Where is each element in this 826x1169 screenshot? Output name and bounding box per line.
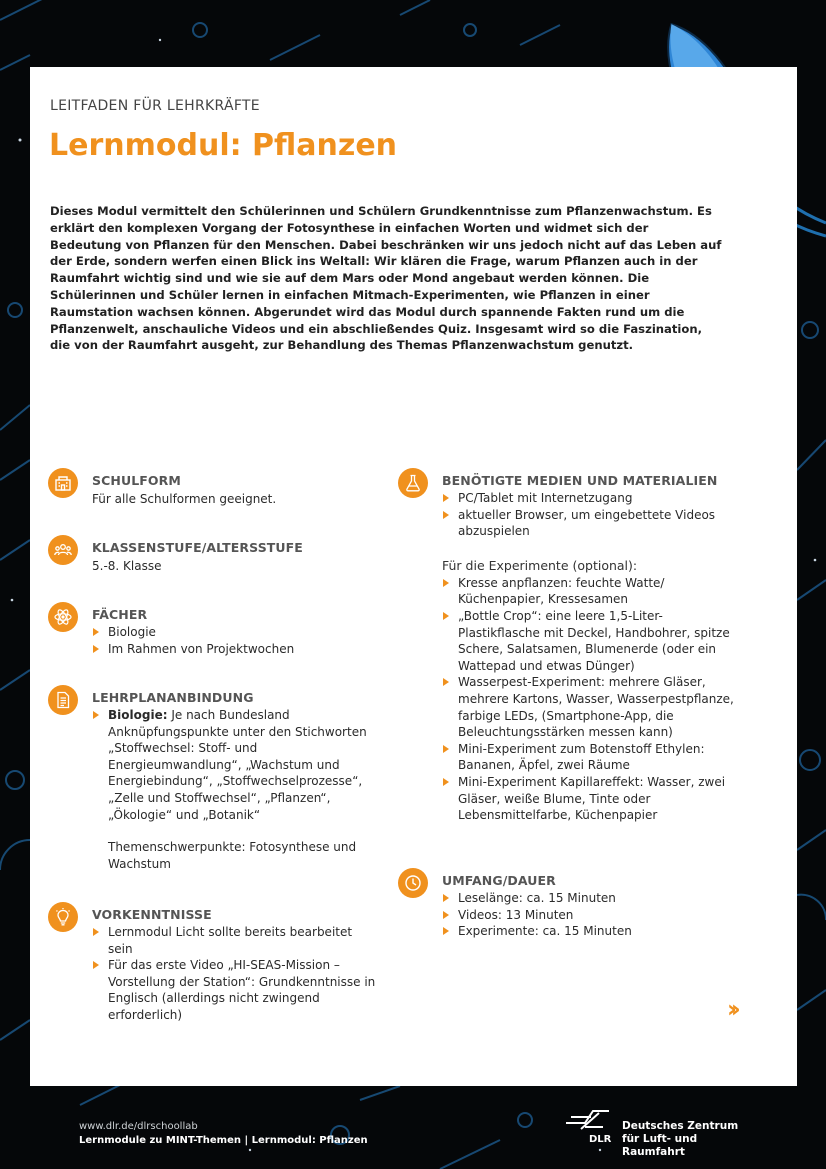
footer-url[interactable]: www.dlr.de/dlrschoollab (79, 1121, 198, 1132)
intro-text: Dieses Modul vermittelt den Schülerinnen und Schülern Grundkenntnisse zum Pflanzenwachstum. Es erklärt den komplexen Vorgang der Fotosynthese in einfachen Worten und widmet sich der Bedeutung von Pflanzen für den Menschen. Dabei beschränken wir uns jedoch nicht auf das Leben auf der Erde, sondern werfen einen Blick ins Weltall: Wir klären die Frage, warum Pflanzen auch in der Raumfahrt wichtig sind und wie sie auf dem Mars oder Mond angebaut werden können. Die Schülerinnen und Schüler lernen in einfachen Mitmach-Experimenten, wie Pflanzen in einer Raumstation wachsen können. Abgerundet wird das Modul durch spannende Fakten rund um die Pflanzenwelt, anschauliche Videos und ein abschließendes Quiz. Insgesamt wird so die Faszination, die von der Raumfahrt ausgeht, zur Behandlung des Themas Pflanzenwachstum genutzt. (50, 204, 722, 353)
vorkenntnisse-list (92, 924, 378, 1024)
dlr-abbr: DLR (589, 1134, 612, 1145)
document-icon (48, 685, 78, 715)
double-chevron-right-icon[interactable]: ›› (727, 995, 735, 1023)
page-title: Lernmodul: Pflanzen (49, 128, 398, 163)
dlr-org-name (622, 1120, 763, 1159)
eyebrow: LEITFADEN FÜR LEHRKRÄFTE (50, 98, 260, 114)
lightbulb-icon (48, 902, 78, 932)
lehrplan-text: Je nach Bundesland Anknüpfungspunkte unter den Stichworten „Stoffwechsel: Stoff- und Energieumwandlung“, „Wachstum und Energiebindung“, „Stoffwechselprozesse“, „Zelle und Stoffwechsel“, „Pflanzen“, „Ökologie“ und „Botanik“ (108, 708, 367, 822)
flask-icon (398, 468, 428, 498)
klassenstufe-text: 5.-8. Klasse (92, 559, 162, 573)
list-item: Lernmodul Licht sollte bereits bearbeitet sein (92, 924, 378, 957)
list-item: Kresse anpflanzen: feuchte Watte/ Küchenpapier, Kressesamen (442, 575, 738, 608)
list-item: Mini-Experiment zum Botenstoff Ethylen: Bananen, Äpfel, zwei Räume (442, 741, 738, 774)
faecher-list (92, 624, 378, 657)
lehrplan-list (92, 707, 378, 823)
list-item: Mini-Experiment Kapillareffekt: Wasser, zwei Gläser, weiße Blume, Tinte oder Lebensmittelfarbe, Küchenpapier (442, 774, 738, 824)
experiments-subheading: Für die Experimente (optional): (442, 557, 638, 573)
list-item: Im Rahmen von Projektwochen (92, 641, 378, 658)
footer-subtitle: Lernmodule zu MINT-Themen | Lernmodul: Pflanzen (79, 1135, 368, 1146)
dlr-logo-icon (563, 1105, 613, 1145)
list-item: Wasserpest-Experiment: mehrere Gläser, mehrere Kartons, Wasser, Wasserpestpflanze, farbige LEDs, (Smartphone-App, die Beleuchtungsstärken messen kann) (442, 674, 738, 740)
dlr-org-line1: Deutsches Zentrum (622, 1120, 739, 1132)
klassenstufe-heading: KLASSENSTUFE/ALTERSSTUFE (92, 540, 303, 555)
list-item (92, 707, 378, 823)
dlr-org-line2: für Luft- und Raumfahrt (622, 1133, 698, 1158)
medien-list (442, 490, 738, 540)
list-item: Leselänge: ca. 15 Minuten (442, 890, 738, 907)
clock-icon (398, 868, 428, 898)
faecher-heading: FÄCHER (92, 607, 148, 622)
schulform-heading: SCHULFORM (92, 473, 181, 488)
lehrplan-heading: LEHRPLANANBINDUNG (92, 690, 254, 705)
vorkenntnisse-heading: VORKENNTNISSE (92, 907, 212, 922)
lehrplan-extra: Themenschwerpunkte: Fotosynthese und Wachstum (108, 840, 357, 871)
umfang-heading: UMFANG/DAUER (442, 873, 556, 888)
list-item: aktueller Browser, um eingebettete Videos abzuspielen (442, 507, 738, 540)
school-building-icon (48, 468, 78, 498)
list-item: „Bottle Crop“: eine leere 1,5-Liter-Plastikflasche mit Deckel, Handbohrer, spitze Schere, Salatsamen, Blumenerde (oder ein Wattepad und etwas Dünger) (442, 608, 738, 674)
list-item: PC/Tablet mit Internetzugang (442, 490, 738, 507)
dlr-logo (563, 1105, 763, 1158)
footer (79, 1121, 368, 1146)
atom-icon (48, 602, 78, 632)
umfang-list (442, 890, 738, 940)
group-icon (48, 535, 78, 565)
list-item: Biologie (92, 624, 378, 641)
lehrplan-subject: Biologie: (108, 708, 168, 722)
list-item: Experimente: ca. 15 Minuten (442, 923, 738, 940)
medien-heading: BENÖTIGTE MEDIEN UND MATERIALIEN (442, 473, 718, 488)
schulform-text: Für alle Schulformen geeignet. (92, 492, 277, 506)
list-item: Videos: 13 Minuten (442, 907, 738, 924)
list-item: Für das erste Video „HI-SEAS-Mission – Vorstellung der Station“: Grundkenntnisse in Englisch (allerdings nicht zwingend erforderlich) (92, 957, 378, 1023)
experiments-list (442, 575, 738, 824)
